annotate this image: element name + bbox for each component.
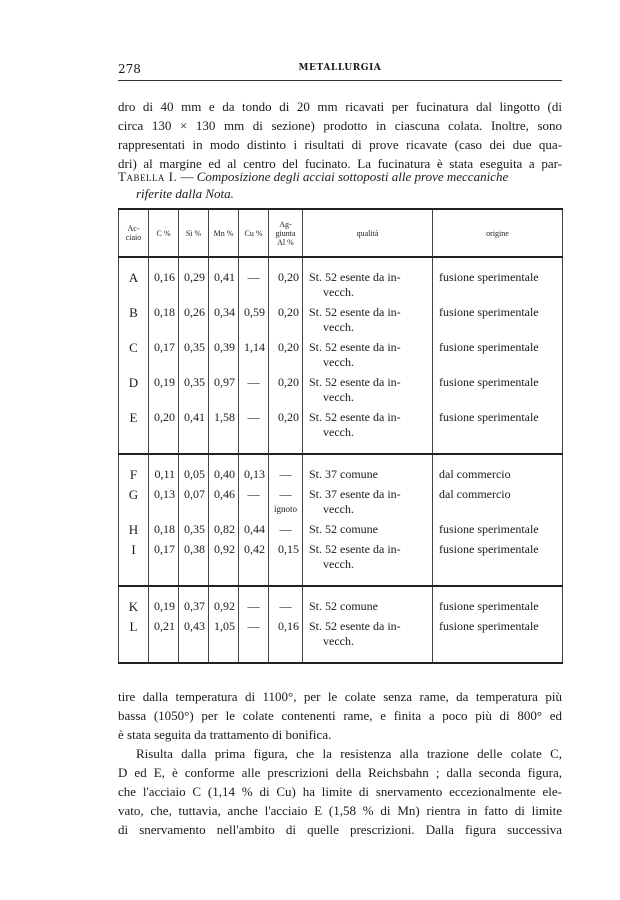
spacer-cell bbox=[179, 575, 209, 586]
cell-mn: 1,05 bbox=[209, 617, 239, 652]
cell-al bbox=[269, 373, 303, 408]
cell-qualita bbox=[303, 268, 433, 303]
cell-c: 0,11 bbox=[149, 465, 179, 485]
cell-al bbox=[269, 408, 303, 443]
cell-acciaio: I bbox=[119, 540, 149, 575]
cell-si: 0,35 bbox=[179, 338, 209, 373]
cell-mn: 0,39 bbox=[209, 338, 239, 373]
cell-qualita bbox=[303, 540, 433, 575]
cell-al bbox=[269, 303, 303, 338]
cell-c: 0,19 bbox=[149, 373, 179, 408]
cell-qualita bbox=[303, 465, 433, 485]
spacer-cell bbox=[149, 586, 179, 597]
qualita-line-1: St. 37 comune bbox=[309, 467, 378, 481]
cell-qualita bbox=[303, 597, 433, 617]
cell-mn: 0,92 bbox=[209, 540, 239, 575]
composition-table bbox=[118, 208, 563, 664]
cell-qualita bbox=[303, 373, 433, 408]
caption-text: Composizione degli acciai sottoposti alle prove meccaniche bbox=[196, 169, 509, 184]
cell-c: 0,17 bbox=[149, 338, 179, 373]
spacer-cell bbox=[239, 586, 269, 597]
al-value: — bbox=[279, 467, 292, 481]
qualita-line-2: vecch. bbox=[323, 425, 354, 439]
running-title: METALLURGIA bbox=[298, 63, 382, 73]
page-header bbox=[118, 62, 562, 78]
cell-acciaio: L bbox=[119, 617, 149, 652]
spacer-cell bbox=[149, 454, 179, 465]
text-line: dri) al margine ed al centro del fucinato. La fucinatura è stata eseguita a par- bbox=[118, 156, 562, 171]
header-cu: Cu % bbox=[239, 209, 269, 257]
caption-text-continued: riferite dalla Nota. bbox=[136, 186, 234, 201]
cell-cu: 0,59 bbox=[239, 303, 269, 338]
text-line: che l'acciaio C (1,14 % di Cu) ha limite di snervamento eccezionalmente ele- bbox=[118, 784, 562, 799]
cell-origine: fusione sperimentale bbox=[433, 520, 563, 540]
spacer-cell bbox=[433, 652, 563, 663]
cell-origine: fusione sperimentale bbox=[433, 617, 563, 652]
cell-cu: 0,42 bbox=[239, 540, 269, 575]
cell-c: 0,16 bbox=[149, 268, 179, 303]
cell-origine: fusione sperimentale bbox=[433, 597, 563, 617]
cell-cu: — bbox=[239, 373, 269, 408]
qualita-line-2: vecch. bbox=[323, 285, 354, 299]
cell-origine: dal commercio bbox=[433, 485, 563, 520]
qualita-line-2: vecch. bbox=[323, 390, 354, 404]
table-spacer-row bbox=[119, 652, 563, 663]
qualita-line-1: St. 52 esente da in- bbox=[309, 270, 401, 284]
table-spacer-row bbox=[119, 443, 563, 454]
cell-al bbox=[269, 465, 303, 485]
cell-al bbox=[269, 540, 303, 575]
header-rule bbox=[118, 80, 562, 81]
qualita-line-2: vecch. bbox=[323, 355, 354, 369]
al-value: 0,20 bbox=[278, 340, 299, 354]
cell-cu: — bbox=[239, 408, 269, 443]
body-paragraph bbox=[118, 687, 562, 839]
qualita-line-2: vecch. bbox=[323, 634, 354, 648]
spacer-cell bbox=[433, 586, 563, 597]
page-number: 278 bbox=[118, 62, 141, 76]
header-origine: origine bbox=[433, 209, 563, 257]
spacer-cell bbox=[149, 443, 179, 454]
cell-acciaio: G bbox=[119, 485, 149, 520]
spacer-cell bbox=[239, 652, 269, 663]
table-row bbox=[119, 268, 563, 303]
text-line: circa 130 × 130 mm di sezione) prodotto in ciascuna colata. Inoltre, sono bbox=[118, 118, 562, 133]
cell-c: 0,20 bbox=[149, 408, 179, 443]
al-value: 0,20 bbox=[278, 270, 299, 284]
table-header-row bbox=[119, 209, 563, 257]
table-row bbox=[119, 485, 563, 520]
cell-acciaio: K bbox=[119, 597, 149, 617]
table-spacer-row bbox=[119, 586, 563, 597]
table-row bbox=[119, 303, 563, 338]
cell-mn: 0,34 bbox=[209, 303, 239, 338]
al-value: 0,15 bbox=[278, 542, 299, 556]
cell-origine: fusione sperimentale bbox=[433, 373, 563, 408]
qualita-line-1: St. 52 esente da in- bbox=[309, 340, 401, 354]
cell-si: 0,05 bbox=[179, 465, 209, 485]
spacer-cell bbox=[269, 586, 303, 597]
text-line: di snervamento nell'ambito di quelle prescrizioni. Dalla figura successiva bbox=[118, 822, 562, 837]
cell-cu: 0,13 bbox=[239, 465, 269, 485]
table-row bbox=[119, 597, 563, 617]
cell-acciaio: E bbox=[119, 408, 149, 443]
table-row bbox=[119, 540, 563, 575]
cell-cu: — bbox=[239, 617, 269, 652]
al-value: — bbox=[279, 487, 292, 501]
spacer-cell bbox=[239, 575, 269, 586]
cell-mn: 0,40 bbox=[209, 465, 239, 485]
spacer-cell bbox=[149, 652, 179, 663]
cell-si: 0,07 bbox=[179, 485, 209, 520]
cell-qualita bbox=[303, 303, 433, 338]
qualita-line-1: St. 37 esente da in- bbox=[309, 487, 401, 501]
cell-cu: — bbox=[239, 268, 269, 303]
header-qualita: qualità bbox=[303, 209, 433, 257]
cell-al bbox=[269, 520, 303, 540]
table-row bbox=[119, 465, 563, 485]
spacer-cell bbox=[179, 586, 209, 597]
cell-qualita bbox=[303, 617, 433, 652]
caption-dash: — bbox=[177, 169, 197, 184]
spacer-cell bbox=[303, 575, 433, 586]
cell-si: 0,35 bbox=[179, 520, 209, 540]
cell-cu: 0,44 bbox=[239, 520, 269, 540]
spacer-cell bbox=[303, 652, 433, 663]
spacer-cell bbox=[119, 575, 149, 586]
qualita-line-2: vecch. bbox=[323, 557, 354, 571]
cell-mn: 1,58 bbox=[209, 408, 239, 443]
qualita-line-2: vecch. bbox=[323, 502, 354, 516]
table-row bbox=[119, 408, 563, 443]
header-si: Si % bbox=[179, 209, 209, 257]
cell-origine: fusione sperimentale bbox=[433, 338, 563, 373]
cell-al bbox=[269, 617, 303, 652]
cell-acciaio: C bbox=[119, 338, 149, 373]
qualita-line-2: vecch. bbox=[323, 320, 354, 334]
cell-c: 0,18 bbox=[149, 303, 179, 338]
text-line: dro di 40 mm e da tondo di 20 mm ricavati per fucinatura dal lingotto (di bbox=[118, 99, 562, 114]
cell-c: 0,13 bbox=[149, 485, 179, 520]
spacer-cell bbox=[119, 586, 149, 597]
spacer-cell bbox=[209, 443, 239, 454]
cell-si: 0,35 bbox=[179, 373, 209, 408]
al-value: 0,16 bbox=[278, 619, 299, 633]
spacer-cell bbox=[303, 586, 433, 597]
cell-qualita bbox=[303, 408, 433, 443]
cell-origine: fusione sperimentale bbox=[433, 408, 563, 443]
spacer-cell bbox=[119, 454, 149, 465]
cell-qualita bbox=[303, 338, 433, 373]
cell-si: 0,29 bbox=[179, 268, 209, 303]
spacer-cell bbox=[269, 257, 303, 268]
al-value: — bbox=[279, 599, 292, 613]
cell-mn: 0,82 bbox=[209, 520, 239, 540]
header-acciaio: Ac-ciaio bbox=[119, 209, 149, 257]
cell-al bbox=[269, 338, 303, 373]
intro-paragraph bbox=[118, 97, 562, 173]
al-value: 0,20 bbox=[278, 305, 299, 319]
spacer-cell bbox=[303, 454, 433, 465]
spacer-cell bbox=[303, 257, 433, 268]
text-line: vato, che, tuttavia, anche l'acciaio E (1,58 % di Mn) rientra in fatto di limite bbox=[118, 803, 562, 818]
spacer-cell bbox=[149, 257, 179, 268]
al-value: 0,20 bbox=[278, 375, 299, 389]
cell-acciaio: A bbox=[119, 268, 149, 303]
spacer-cell bbox=[149, 575, 179, 586]
cell-si: 0,41 bbox=[179, 408, 209, 443]
text-line: rappresentati in modo distinto i risultati di prove ricavate (caso dei due qua- bbox=[118, 137, 562, 152]
spacer-cell bbox=[179, 652, 209, 663]
spacer-cell bbox=[239, 454, 269, 465]
al-note: ignoto bbox=[273, 504, 297, 514]
spacer-cell bbox=[209, 257, 239, 268]
qualita-line-1: St. 52 esente da in- bbox=[309, 375, 401, 389]
spacer-cell bbox=[239, 443, 269, 454]
qualita-line-1: St. 52 esente da in- bbox=[309, 619, 401, 633]
text-line: è stata seguita da trattamento di bonifica. bbox=[118, 727, 332, 742]
cell-cu: — bbox=[239, 485, 269, 520]
spacer-cell bbox=[303, 443, 433, 454]
spacer-cell bbox=[209, 454, 239, 465]
header-c: C % bbox=[149, 209, 179, 257]
spacer-cell bbox=[179, 443, 209, 454]
spacer-cell bbox=[179, 257, 209, 268]
cell-c: 0,21 bbox=[149, 617, 179, 652]
cell-mn: 0,41 bbox=[209, 268, 239, 303]
spacer-cell bbox=[269, 443, 303, 454]
cell-mn: 0,97 bbox=[209, 373, 239, 408]
spacer-cell bbox=[239, 257, 269, 268]
text-line: tire dalla temperatura di 1100°, per le colate senza rame, da temperatura più bbox=[118, 689, 562, 704]
cell-acciaio: H bbox=[119, 520, 149, 540]
spacer-cell bbox=[433, 257, 563, 268]
cell-cu: — bbox=[239, 597, 269, 617]
table-row bbox=[119, 373, 563, 408]
table-spacer-row bbox=[119, 575, 563, 586]
spacer-cell bbox=[269, 652, 303, 663]
table-caption bbox=[118, 168, 562, 202]
table-spacer-row bbox=[119, 257, 563, 268]
cell-al bbox=[269, 268, 303, 303]
cell-al bbox=[269, 597, 303, 617]
cell-si: 0,43 bbox=[179, 617, 209, 652]
cell-acciaio: F bbox=[119, 465, 149, 485]
cell-si: 0,37 bbox=[179, 597, 209, 617]
table-row bbox=[119, 338, 563, 373]
spacer-cell bbox=[209, 586, 239, 597]
cell-si: 0,38 bbox=[179, 540, 209, 575]
qualita-line-1: St. 52 comune bbox=[309, 522, 378, 536]
cell-mn: 0,92 bbox=[209, 597, 239, 617]
spacer-cell bbox=[119, 257, 149, 268]
cell-origine: fusione sperimentale bbox=[433, 268, 563, 303]
cell-mn: 0,46 bbox=[209, 485, 239, 520]
cell-cu: 1,14 bbox=[239, 338, 269, 373]
cell-c: 0,18 bbox=[149, 520, 179, 540]
caption-label: Tabella I. bbox=[118, 169, 178, 184]
table-row bbox=[119, 520, 563, 540]
al-value: — bbox=[279, 522, 292, 536]
spacer-cell bbox=[119, 652, 149, 663]
cell-si: 0,26 bbox=[179, 303, 209, 338]
qualita-line-1: St. 52 esente da in- bbox=[309, 542, 401, 556]
qualita-line-1: St. 52 esente da in- bbox=[309, 305, 401, 319]
text-line: Risulta dalla prima figura, che la resistenza alla trazione delle colate C, bbox=[136, 746, 562, 761]
cell-origine: fusione sperimentale bbox=[433, 540, 563, 575]
spacer-cell bbox=[209, 652, 239, 663]
spacer-cell bbox=[209, 575, 239, 586]
spacer-cell bbox=[269, 454, 303, 465]
spacer-cell bbox=[433, 454, 563, 465]
spacer-cell bbox=[433, 443, 563, 454]
cell-c: 0,19 bbox=[149, 597, 179, 617]
text-line: D ed E, è conforme alle prescrizioni della Reichsbahn ; dalla seconda figura, bbox=[118, 765, 562, 780]
cell-origine: fusione sperimentale bbox=[433, 303, 563, 338]
spacer-cell bbox=[119, 443, 149, 454]
cell-origine: dal commercio bbox=[433, 465, 563, 485]
cell-acciaio: B bbox=[119, 303, 149, 338]
qualita-line-1: St. 52 esente da in- bbox=[309, 410, 401, 424]
spacer-cell bbox=[179, 454, 209, 465]
cell-qualita bbox=[303, 485, 433, 520]
spacer-cell bbox=[433, 575, 563, 586]
al-value: 0,20 bbox=[278, 410, 299, 424]
header-mn: Mn % bbox=[209, 209, 239, 257]
text-line: bassa (1050°) per le colate contenenti rame, e finita a poco più di 800° ed bbox=[118, 708, 562, 723]
spacer-cell bbox=[269, 575, 303, 586]
header-al: Ag-giunta Al % bbox=[269, 209, 303, 257]
cell-c: 0,17 bbox=[149, 540, 179, 575]
table-spacer-row bbox=[119, 454, 563, 465]
cell-qualita bbox=[303, 520, 433, 540]
cell-acciaio: D bbox=[119, 373, 149, 408]
cell-al bbox=[269, 485, 303, 520]
table-row bbox=[119, 617, 563, 652]
qualita-line-1: St. 52 comune bbox=[309, 599, 378, 613]
